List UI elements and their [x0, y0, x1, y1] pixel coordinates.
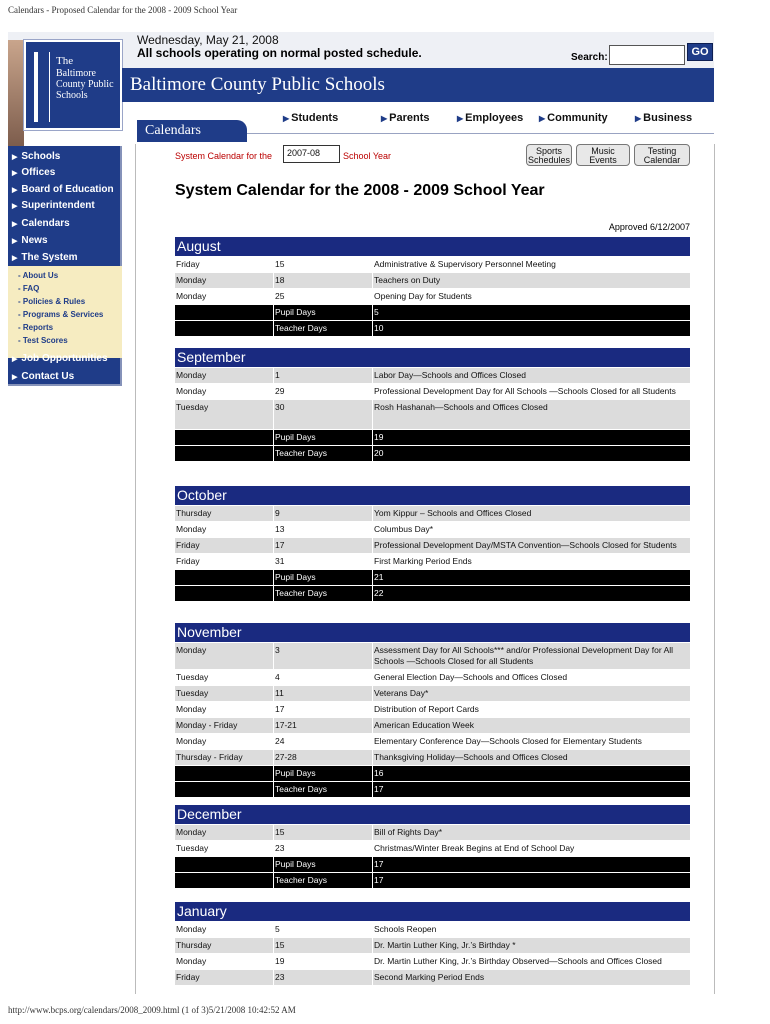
day-cell — [175, 586, 273, 601]
testing-calendar-button[interactable] — [634, 144, 690, 166]
page-title: System Calendar for the 2008 - 2009 School Year — [175, 182, 545, 199]
event-cell: Professional Development Day for All Schools —Schools Closed for all Students — [372, 384, 690, 399]
date-cell: 5 — [273, 922, 372, 937]
event-cell: Columbus Day* — [372, 522, 690, 537]
day-cell: Monday — [176, 291, 207, 301]
table-row — [175, 289, 690, 305]
summary-row — [175, 570, 690, 586]
quick-line: Events — [589, 155, 617, 165]
table-row — [175, 702, 690, 718]
date-cell: 25 — [273, 289, 372, 304]
event-cell: Yom Kippur – Schools and Offices Closed — [372, 506, 690, 521]
date-cell: 15 — [273, 257, 372, 272]
date-cell: Pupil Days — [273, 857, 372, 872]
current-date: Wednesday, May 21, 2008 — [137, 33, 279, 47]
day-cell — [175, 446, 273, 461]
sidebar-item-superintendent[interactable] — [8, 198, 122, 214]
site-title: Baltimore County Public Schools — [130, 74, 385, 95]
sidebar-sub-label: About Us — [22, 271, 59, 280]
event-cell: 21 — [372, 570, 690, 585]
play-triangle-icon: ▶ — [12, 187, 18, 194]
sidebar-item-board[interactable] — [8, 182, 122, 198]
table-row — [175, 538, 690, 554]
table-row — [175, 970, 690, 986]
date-cell: 9 — [273, 506, 372, 521]
play-triangle-icon: ▶ — [12, 374, 18, 381]
sidebar-item-offices[interactable] — [8, 165, 122, 181]
table-row — [175, 734, 690, 750]
date-cell: 1 — [273, 368, 372, 383]
sidebar-item-contact[interactable] — [8, 369, 122, 385]
nav-label: Employees — [465, 112, 524, 124]
day-cell: Monday — [176, 370, 207, 380]
sidebar-item-calendars[interactable] — [8, 216, 122, 232]
nav-label: Parents — [389, 112, 430, 124]
quick-line: Testing — [647, 146, 677, 156]
day-cell: Thursday - Friday — [176, 752, 243, 762]
sidebar-item-label: Offices — [21, 167, 56, 178]
date-cell: 17 — [273, 702, 372, 717]
sidebar-item-label: News — [21, 235, 48, 246]
event-cell: Administrative & Supervisory Personnel Meeting — [372, 257, 690, 272]
date-cell: 19 — [273, 954, 372, 969]
school-year-select[interactable]: 2007-08 — [283, 145, 340, 163]
table-row — [175, 938, 690, 954]
date-cell: 17 — [273, 538, 372, 553]
event-cell: Dr. Martin Luther King, Jr.’s Birthday Observed—Schools and Offices Closed — [372, 954, 690, 969]
summary-row — [175, 446, 690, 462]
date-cell: 15 — [273, 825, 372, 840]
search-go-button[interactable]: GO — [687, 43, 713, 61]
event-cell: First Marking Period Ends — [372, 554, 690, 569]
event-cell: Veterans Day* — [372, 686, 690, 701]
table-row — [175, 825, 690, 841]
sidebar-sub-label: Test Scores — [22, 336, 68, 345]
day-cell — [175, 321, 273, 336]
day-cell: Tuesday — [176, 672, 209, 682]
event-cell: Opening Day for Students — [372, 289, 690, 304]
nav-label: Community — [547, 112, 608, 124]
table-row — [175, 750, 690, 766]
bcps-logo[interactable] — [24, 40, 122, 130]
date-cell: 29 — [273, 384, 372, 399]
event-cell: Schools Reopen — [372, 922, 690, 937]
section-title: Calendars — [145, 123, 201, 138]
play-triangle-icon: ▶ — [12, 238, 18, 245]
table-row — [175, 643, 690, 670]
sidebar-subnav — [8, 266, 122, 358]
date-cell: 30 — [273, 400, 372, 429]
month-heading: October — [175, 486, 690, 506]
day-cell — [175, 782, 273, 797]
table-row — [175, 922, 690, 938]
table-row — [175, 400, 690, 430]
nav-parents[interactable] — [381, 112, 430, 124]
logo-line-2: Baltimore County Public Schools — [56, 68, 114, 101]
section-tab — [137, 120, 247, 142]
sidebar-sub-about[interactable]: - About Us — [18, 271, 59, 280]
month-table — [175, 486, 690, 602]
month-heading: November — [175, 623, 690, 643]
sidebar-item-label: The System — [21, 252, 78, 263]
sidebar-item-label: Schools — [21, 151, 61, 162]
table-row — [175, 554, 690, 570]
sidebar-item-schools[interactable] — [8, 149, 122, 165]
print-footer: http://www.bcps.org/calendars/2008_2009.html (1 of 3)5/21/2008 10:42:52 AM — [8, 1005, 296, 1015]
sidebar — [8, 146, 122, 386]
quick-line: Sports — [535, 146, 562, 156]
date-cell: 24 — [273, 734, 372, 749]
day-cell: Thursday — [176, 508, 212, 518]
nav-employees[interactable] — [457, 112, 523, 124]
day-cell: Tuesday — [176, 843, 209, 853]
sports-schedules-button[interactable] — [526, 144, 572, 166]
sidebar-item-label: Board of Education — [21, 184, 114, 195]
logo-column-icon — [34, 52, 50, 122]
table-row — [175, 686, 690, 702]
table-row — [175, 368, 690, 384]
day-cell: Monday — [176, 956, 207, 966]
date-cell: Teacher Days — [273, 321, 372, 336]
day-cell: Monday — [176, 827, 207, 837]
day-cell: Friday — [176, 972, 200, 982]
day-cell: Tuesday — [176, 688, 209, 698]
quick-line: Calendar — [643, 155, 681, 165]
date-cell: Pupil Days — [273, 430, 372, 445]
month-heading: January — [175, 902, 690, 922]
summary-row — [175, 766, 690, 782]
table-row — [175, 273, 690, 289]
summary-row — [175, 321, 690, 337]
day-cell: Monday — [176, 386, 207, 396]
day-cell — [175, 570, 273, 585]
table-row — [175, 670, 690, 686]
sidebar-sub-label: Programs & Services — [22, 310, 104, 319]
print-header: Calendars - Proposed Calendar for the 2008 - 2009 School Year — [8, 5, 238, 15]
event-cell: 17 — [372, 873, 690, 888]
event-cell: American Education Week — [372, 718, 690, 733]
table-row — [175, 718, 690, 734]
month-table — [175, 623, 690, 798]
calendar-label-after: School Year — [343, 151, 392, 161]
month-table — [175, 902, 690, 986]
date-cell: 15 — [273, 938, 372, 953]
day-cell: Friday — [176, 259, 200, 269]
day-cell: Tuesday — [176, 402, 209, 412]
date-cell: 13 — [273, 522, 372, 537]
event-cell: Dr. Martin Luther King, Jr.’s Birthday * — [372, 938, 690, 953]
nav-label: Business — [643, 112, 693, 124]
day-cell — [175, 305, 273, 320]
music-events-button[interactable] — [576, 144, 630, 166]
summary-row — [175, 430, 690, 446]
quick-line: Music — [591, 146, 615, 156]
event-cell: Christmas/Winter Break Begins at End of School Day — [372, 841, 690, 856]
sidebar-item-label: Superintendent — [21, 200, 95, 211]
nav-community[interactable] — [539, 112, 608, 124]
day-cell: Friday — [176, 556, 200, 566]
event-cell: 17 — [372, 857, 690, 872]
sidebar-sub-policies[interactable]: - Policies & Rules — [18, 297, 86, 306]
date-cell: 11 — [273, 686, 372, 701]
table-row — [175, 841, 690, 857]
event-cell: Rosh Hashanah—Schools and Offices Closed — [372, 400, 690, 429]
day-cell — [175, 857, 273, 872]
summary-row — [175, 586, 690, 602]
month-heading: December — [175, 805, 690, 825]
sidebar-item-the-system[interactable] — [8, 250, 122, 266]
table-row — [175, 257, 690, 273]
photo-edge — [8, 40, 24, 150]
event-cell: Second Marking Period Ends — [372, 970, 690, 985]
event-cell: Assessment Day for All Schools*** and/or Professional Development Day for All Schools —Schools Closed for all Students — [372, 643, 690, 669]
play-triangle-icon: ▶ — [539, 114, 546, 123]
sidebar-sub-programs[interactable]: - Programs & Services — [18, 310, 104, 319]
event-cell: 16 — [372, 766, 690, 781]
sidebar-sub-faq[interactable]: - FAQ — [18, 284, 40, 293]
table-row — [175, 954, 690, 970]
table-row — [175, 506, 690, 522]
date-cell: 27-28 — [273, 750, 372, 765]
event-cell: 5 — [372, 305, 690, 320]
play-triangle-icon: ▶ — [12, 221, 18, 228]
day-cell: Monday — [176, 924, 207, 934]
date-cell: 31 — [273, 554, 372, 569]
event-cell: Professional Development Day/MSTA Convention—Schools Closed for Students — [372, 538, 690, 553]
sidebar-sub-label: FAQ — [22, 284, 40, 293]
day-cell: Monday — [176, 645, 207, 655]
date-cell: Teacher Days — [273, 586, 372, 601]
approval-date: Approved 6/12/2007 — [608, 222, 690, 232]
calendar-label-before: System Calendar for the — [175, 151, 273, 161]
table-row — [175, 522, 690, 538]
nav-business[interactable] — [635, 112, 692, 124]
date-cell: Pupil Days — [273, 305, 372, 320]
search-input[interactable] — [609, 45, 685, 65]
play-triangle-icon: ▶ — [12, 356, 18, 363]
sidebar-sub-label: Reports — [22, 323, 54, 332]
summary-row — [175, 782, 690, 798]
event-cell: Distribution of Report Cards — [372, 702, 690, 717]
day-cell: Monday — [176, 736, 207, 746]
event-cell: Thanksgiving Holiday—Schools and Offices Closed — [372, 750, 690, 765]
date-cell: 3 — [273, 643, 372, 669]
play-triangle-icon: ▶ — [457, 114, 464, 123]
date-cell: 4 — [273, 670, 372, 685]
play-triangle-icon: ▶ — [12, 203, 18, 210]
summary-row — [175, 305, 690, 321]
day-cell: Monday - Friday — [176, 720, 238, 730]
quick-line: Schedules — [527, 155, 571, 165]
sidebar-item-label: Contact Us — [21, 371, 75, 382]
month-table — [175, 348, 690, 462]
sidebar-sub-label: Policies & Rules — [22, 297, 86, 306]
play-triangle-icon: ▶ — [381, 114, 388, 123]
day-cell — [175, 873, 273, 888]
day-cell — [175, 766, 273, 781]
nav-label: Students — [291, 112, 339, 124]
search-label: Search: — [571, 52, 608, 63]
play-triangle-icon: ▶ — [283, 114, 290, 123]
summary-row — [175, 857, 690, 873]
play-triangle-icon: ▶ — [12, 255, 18, 262]
play-triangle-icon: ▶ — [12, 170, 18, 177]
event-cell: 19 — [372, 430, 690, 445]
month-table — [175, 237, 690, 337]
event-cell: 20 — [372, 446, 690, 461]
day-cell: Monday — [176, 524, 207, 534]
day-cell: Monday — [176, 275, 207, 285]
event-cell: Teachers on Duty — [372, 273, 690, 288]
play-triangle-icon: ▶ — [12, 154, 18, 161]
day-cell: Monday — [176, 704, 207, 714]
sidebar-sub-reports[interactable]: - Reports — [18, 323, 54, 332]
event-cell: Elementary Conference Day—Schools Closed for Elementary Students — [372, 734, 690, 749]
date-cell: Teacher Days — [273, 446, 372, 461]
sidebar-item-jobs[interactable] — [8, 351, 122, 367]
event-cell: 22 — [372, 586, 690, 601]
day-cell — [175, 430, 273, 445]
date-cell: Teacher Days — [273, 873, 372, 888]
day-cell: Friday — [176, 540, 200, 550]
date-cell: 17-21 — [273, 718, 372, 733]
date-cell: Teacher Days — [273, 782, 372, 797]
site-title-bar — [122, 68, 714, 102]
date-cell: Pupil Days — [273, 570, 372, 585]
nav-students[interactable] — [283, 112, 338, 124]
summary-row — [175, 873, 690, 889]
month-table — [175, 805, 690, 889]
event-cell: Labor Day—Schools and Offices Closed — [372, 368, 690, 383]
event-cell: 17 — [372, 782, 690, 797]
sidebar-item-label: Job Opportunities — [21, 353, 108, 364]
logo-line-1: The — [56, 55, 74, 67]
date-cell: Pupil Days — [273, 766, 372, 781]
day-cell: Thursday — [176, 940, 212, 950]
event-cell: 10 — [372, 321, 690, 336]
table-row — [175, 384, 690, 400]
play-triangle-icon: ▶ — [635, 114, 642, 123]
sidebar-item-news[interactable] — [8, 233, 122, 249]
date-cell: 18 — [273, 273, 372, 288]
date-cell: 23 — [273, 841, 372, 856]
school-status: All schools operating on normal posted schedule. — [137, 46, 422, 60]
sidebar-item-label: Calendars — [21, 218, 70, 229]
event-cell: Bill of Rights Day* — [372, 825, 690, 840]
event-cell: General Election Day—Schools and Offices Closed — [372, 670, 690, 685]
date-cell: 23 — [273, 970, 372, 985]
sidebar-sub-test-scores[interactable]: - Test Scores — [18, 336, 68, 345]
month-heading: August — [175, 237, 690, 257]
month-heading: September — [175, 348, 690, 368]
